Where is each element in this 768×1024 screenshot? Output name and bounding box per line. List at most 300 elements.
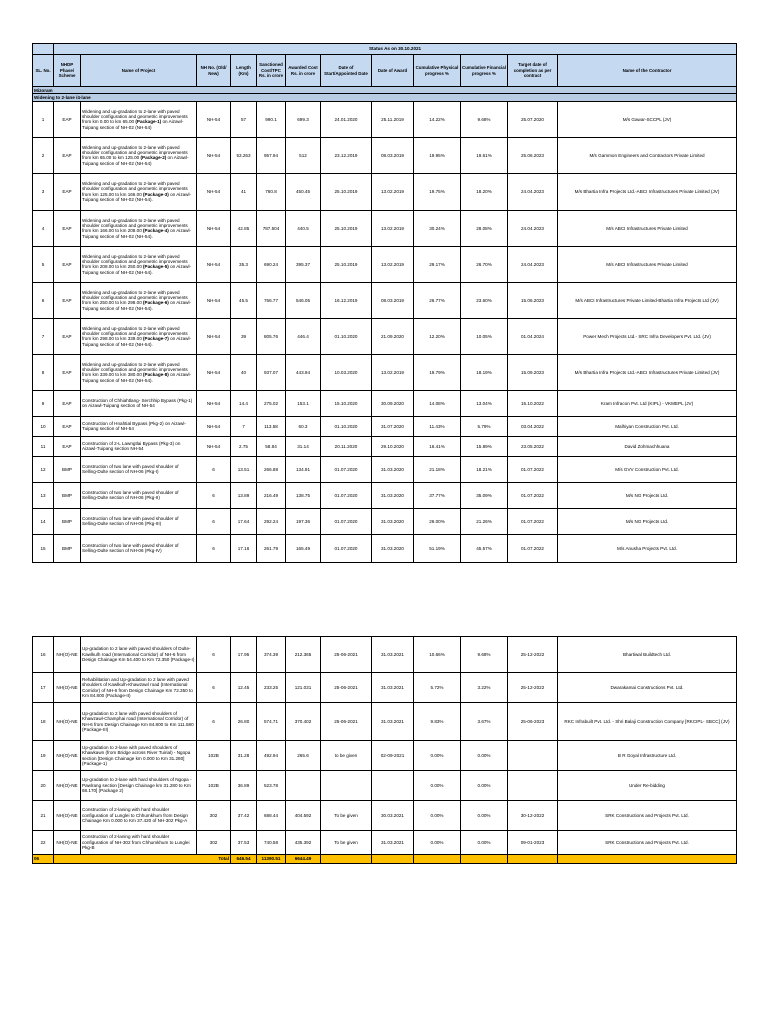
project-cell: Construction of two lane with paved shoulder of Selling-Dulte section of NH-06 (Pkg-I)	[81, 456, 197, 482]
awarded-cost-cell	[286, 771, 321, 801]
award-date-cell: 30.09.2020	[372, 390, 414, 416]
contractor-cell: M/s Bhartia Infra Projects Ltd.-ABCI Infrastructures Private Limited (JV)	[558, 173, 737, 210]
table-row	[33, 137, 737, 173]
start-date-cell: 24.01.2020	[321, 101, 372, 137]
start-date-cell: To be given	[321, 801, 372, 831]
length-cell: 2.75	[231, 436, 257, 456]
financial-progress-cell: 35.09%	[461, 482, 508, 508]
cost-cell: 216.49	[257, 482, 286, 508]
project-cell: Construction of two lane with paved shoulder of Selling-Dulte section of NH-06 (Pkg-II)	[81, 482, 197, 508]
table-row	[33, 831, 737, 855]
status-title: Status As on 30.10.2021	[54, 44, 737, 55]
project-cell: Widening and up-gradation to 2-lane with paved shoulder configuration and geometric improvements from km 208.00 to km 250.00 (Package-5) on Aizawl-Tuipang section of NH-02 (NH-54).	[81, 246, 197, 282]
scheme-cell: BMP	[54, 534, 81, 562]
project-cell: Widening and up-gradation to 2-lane with paved shoulder configuration and geometric improvements from km 125.00 to km 166.00 (Package-3) on Aizawl-Tuipang section of NH-02 (NH-54).	[81, 173, 197, 210]
scheme-cell: NH(O)-NE	[54, 801, 81, 831]
sl-cell: 7	[33, 318, 54, 354]
project-cell: Widening and up-gradation to 2-lane with paved shoulder configuration and geometric improvements from km 339.00 to km 380.00 (Package-8) on Aizawl-Tuipang section of NH-02 (NH-54).	[81, 354, 197, 390]
total-row	[33, 855, 737, 864]
nh-cell: NH-54	[197, 137, 231, 173]
award-date-cell: 31.03.2021	[372, 673, 414, 703]
awarded-cost-cell: 121.031	[286, 673, 321, 703]
physical-progress-cell: 21.18%	[414, 456, 461, 482]
nh-cell: NH-54	[197, 390, 231, 416]
length-cell: 13.89	[231, 482, 257, 508]
table-row	[33, 508, 737, 534]
contractor-cell: Power Mech Projects Ltd.- SRC Infra Developers Pvt. Ltd. (JV)	[558, 318, 737, 354]
table-row	[33, 534, 737, 562]
awarded-cost-cell: 197.36	[286, 508, 321, 534]
table-row	[33, 416, 737, 436]
sl-cell: 22	[33, 831, 54, 855]
contractor-cell: RKC Infrabuilt Pvt. Ltd. - Shri Balaji Construction Company [RKCIPL- SBCC] (JV)	[558, 703, 737, 741]
contractor-cell: M/s Gawar-SCCPL (JV)	[558, 101, 737, 137]
section-label: Widening to 2-lane /4-lane	[33, 94, 737, 101]
awarded-cost-cell: 450.45	[286, 173, 321, 210]
physical-progress-cell: 26.00%	[414, 508, 461, 534]
physical-progress-cell: 10.66%	[414, 637, 461, 673]
length-cell: 37.42	[231, 801, 257, 831]
start-date-cell: 01.07.2020	[321, 482, 372, 508]
target-date-cell: 23.05.2022	[508, 436, 558, 456]
sl-cell: 6	[33, 282, 54, 318]
award-date-cell: 29.10.2020	[372, 436, 414, 456]
sl-cell: 14	[33, 508, 54, 534]
financial-progress-cell: 28.08%	[461, 210, 508, 246]
total-label: Total	[54, 855, 231, 864]
physical-progress-cell: 5.72%	[414, 673, 461, 703]
package-label: (Package-3)	[143, 191, 169, 197]
project-cell: Rehabilitation and Up-gradation to 2 lane with paved shoulders of Kawlkulh-Khawzawl road (International Corridor) of NH-6 from Design Chainage Km 72.350 to Km 84.800 (Package-II)	[81, 673, 197, 703]
total-length: 646.54	[231, 855, 257, 864]
contractor-cell: M/s ABCI Infrastructures Private Limited	[558, 246, 737, 282]
target-date-cell: 25.07.2020	[508, 101, 558, 137]
target-date-cell: 24.04.2023	[508, 173, 558, 210]
cost-cell: 233.25	[257, 673, 286, 703]
package-label: (Package-2)	[140, 155, 167, 161]
scheme-cell: EAP	[54, 246, 81, 282]
total-awarded: 6644.49	[286, 855, 321, 864]
package-label: (Package-6)	[143, 300, 169, 306]
table-row	[33, 173, 737, 210]
scheme-cell: EAP	[54, 137, 81, 173]
contractor-cell: M/s Anusha Projects Pvt. Ltd.	[558, 534, 737, 562]
nh-cell: 6	[197, 456, 231, 482]
financial-progress-cell: 18.20%	[461, 173, 508, 210]
target-date-cell: 01.04.2024	[508, 318, 558, 354]
award-date-cell: 31.03.2020	[372, 482, 414, 508]
length-cell: 12.45	[231, 673, 257, 703]
table-row	[33, 637, 737, 673]
sl-cell: 2	[33, 137, 54, 173]
physical-progress-cell: 0.00%	[414, 831, 461, 855]
cost-cell: 113.58	[257, 416, 286, 436]
sl-cell: 3	[33, 173, 54, 210]
col-header-financial: Cumulative Financial progress %	[461, 55, 508, 87]
financial-progress-cell: 21.26%	[461, 508, 508, 534]
project-cell: Construction of Hnahtial Bypass (Pkg-2) on Aizawl-Tuipang section of NH-54	[81, 416, 197, 436]
start-date-cell	[321, 771, 372, 801]
project-cell: Up-gradation to 2 lane with paved shoulders of Dulte-Kawlkulh road (International Corridor) of NH-6 from Design Chainage Km 54.400 to Km 72.350 (Package-I)	[81, 637, 197, 673]
target-date-cell: 15.06.2023	[508, 282, 558, 318]
col-header-project: Name of Project	[81, 55, 197, 87]
sl-cell: 21	[33, 801, 54, 831]
nh-cell: NH-54	[197, 318, 231, 354]
cost-cell: 957.94	[257, 137, 286, 173]
sl-cell: 1	[33, 101, 54, 137]
start-date-cell: 25.10.2019	[321, 210, 372, 246]
sl-cell: 15	[33, 534, 54, 562]
nh-cell: 6	[197, 703, 231, 741]
financial-progress-cell: 19.61%	[461, 137, 508, 173]
target-date-cell	[508, 771, 558, 801]
award-date-cell: 31.03.2021	[372, 703, 414, 741]
length-cell: 53.263	[231, 137, 257, 173]
length-cell: 13.51	[231, 456, 257, 482]
physical-progress-cell: 9.83%	[414, 703, 461, 741]
award-date-cell: 21.09.2020	[372, 318, 414, 354]
nh-cell: NH-54	[197, 246, 231, 282]
scheme-cell: EAP	[54, 101, 81, 137]
scheme-cell: EAP	[54, 354, 81, 390]
financial-progress-cell: 9.68%	[461, 637, 508, 673]
start-date-cell: To be given	[321, 831, 372, 855]
target-date-cell: 15.09.2023	[508, 354, 558, 390]
award-date-cell: 31.03.2021	[372, 831, 414, 855]
awarded-cost-cell: 699.3	[286, 101, 321, 137]
cost-cell: 937.07	[257, 354, 286, 390]
contractor-cell: M/s ABCI Infrastructures Private Limited	[558, 210, 737, 246]
financial-progress-cell: 5.79%	[461, 416, 508, 436]
sl-cell: 13	[33, 482, 54, 508]
award-date-cell: 31.03.2020	[372, 456, 414, 482]
financial-progress-cell: 0.00%	[461, 741, 508, 771]
table-row	[33, 673, 737, 703]
sl-cell: 19	[33, 741, 54, 771]
length-cell: 57	[231, 101, 257, 137]
project-cell: Up-gradation to 2 lane with paved shoulders of Khawzawl-Champhai road (International Corridor) of NH-6 from Design Chainage Km 84.800 to Km 111.580 (Package-III)	[81, 703, 197, 741]
physical-progress-cell: 14.22%	[414, 101, 461, 137]
cost-cell: 740.58	[257, 831, 286, 855]
nh-cell: NH-54	[197, 173, 231, 210]
table-row	[33, 436, 737, 456]
target-date-cell: 25-12-2022	[508, 637, 558, 673]
cost-cell: 760.8	[257, 173, 286, 210]
project-cell: Construction of two lane with paved shoulder of Selling-Dulte section of NH-06 (Pkg-IV)	[81, 534, 197, 562]
col-header-physical: Cumulative Physical progress %	[414, 55, 461, 87]
start-date-cell: 10.03.2020	[321, 354, 372, 390]
length-cell: 35.3	[231, 246, 257, 282]
table-row	[33, 318, 737, 354]
physical-progress-cell: 19.79%	[414, 354, 461, 390]
cost-cell: 990.1	[257, 101, 286, 137]
start-date-cell: 20.11.2020	[321, 436, 372, 456]
scheme-cell: EAP	[54, 318, 81, 354]
project-cell: Widening and up-gradation to 2-lane with paved shoulder configuration and geometric improvements from km 250.00 to km 298.00 (Package-6) on Aizawl-Tuipang section of NH-02 (NH-54).	[81, 282, 197, 318]
sl-cell: 12	[33, 456, 54, 482]
sl-cell: 16	[33, 637, 54, 673]
project-cell: Widening and up-gradation to 2-lane with paved shoulder configuration and geometric improvements from km 0.00 to km 65.00 (Package-1) on Aizawl-Tuipang section of NH-02 (NH-54)	[81, 101, 197, 137]
financial-progress-cell: 23.60%	[461, 282, 508, 318]
financial-progress-cell: 3.22%	[461, 673, 508, 703]
cost-cell: 688.44	[257, 801, 286, 831]
length-cell: 37.53	[231, 831, 257, 855]
physical-progress-cell: 51.19%	[414, 534, 461, 562]
nh-cell: 102B	[197, 741, 231, 771]
sl-cell: 4	[33, 210, 54, 246]
cost-cell: 261.79	[257, 534, 286, 562]
target-date-cell: 01.07.2022	[508, 534, 558, 562]
scheme-cell: EAP	[54, 436, 81, 456]
package-label: (Package-1)	[135, 119, 162, 125]
financial-progress-cell: 26.70%	[461, 246, 508, 282]
physical-progress-cell: 14.08%	[414, 390, 461, 416]
sl-cell: 11	[33, 436, 54, 456]
contractor-cell: M/s ABCI Infrastructures Private Limited-Bhartia Infra Projects Ltd (JV)	[558, 282, 737, 318]
awarded-cost-cell: 138.75	[286, 482, 321, 508]
physical-progress-cell: 12.20%	[414, 318, 461, 354]
length-cell: 31.28	[231, 741, 257, 771]
length-cell: 17.16	[231, 534, 257, 562]
award-date-cell: 30.03.2021	[372, 801, 414, 831]
nh-cell: 102B	[197, 771, 231, 801]
length-cell: 7	[231, 416, 257, 436]
state-label: Mizoram	[33, 87, 737, 94]
sl-cell: 20	[33, 771, 54, 801]
target-date-cell: 15.10.2022	[508, 390, 558, 416]
target-date-cell: 01.07.2022	[508, 482, 558, 508]
nh-cell: 6	[197, 508, 231, 534]
awarded-cost-cell: 435.392	[286, 831, 321, 855]
award-date-cell: 31.07.2020	[372, 416, 414, 436]
award-date-cell: 08.03.2019	[372, 282, 414, 318]
contractor-cell: SRK Constructions and Projects Pvt. Ltd.	[558, 801, 737, 831]
length-cell: 17.64	[231, 508, 257, 534]
project-cell: Up-gradation to 2-lane with hard shoulders of Ngopa - Pawlrang section [Design Chainage km 31.280 to Km 68.170] (Package 2)	[81, 771, 197, 801]
cost-cell: 523.78	[257, 771, 286, 801]
target-date-cell: 01.07.2022	[508, 508, 558, 534]
award-date-cell: 08.03.2019	[372, 137, 414, 173]
nh-cell: NH-54	[197, 354, 231, 390]
contractor-cell: M/s GVV Construction Pvt. Ltd.	[558, 456, 737, 482]
project-cell: Construction of two lane with paved shoulder of Selling-Dulte section of NH-06 (Pkg-III)	[81, 508, 197, 534]
financial-progress-cell: 0.00%	[461, 771, 508, 801]
cost-cell: 58.84	[257, 436, 286, 456]
sl-cell: 8	[33, 354, 54, 390]
award-date-cell: 31.03.2020	[372, 534, 414, 562]
scheme-cell: EAP	[54, 416, 81, 436]
length-cell: 36.89	[231, 771, 257, 801]
col-header-award: Date of Award	[372, 55, 414, 87]
scheme-cell: EAP	[54, 173, 81, 210]
awarded-cost-cell: 546.05	[286, 282, 321, 318]
scheme-cell: NH(O)-NE	[54, 831, 81, 855]
awarded-cost-cell: 134.91	[286, 456, 321, 482]
start-date-cell: 01.07.2020	[321, 456, 372, 482]
cost-cell: 787.504	[257, 210, 286, 246]
nh-cell: 6	[197, 534, 231, 562]
start-date-cell: 25.10.2019	[321, 246, 372, 282]
physical-progress-cell: 19.95%	[414, 137, 461, 173]
table-row	[33, 246, 737, 282]
awarded-cost-cell: 446.4	[286, 318, 321, 354]
col-header-start: Date of Start/Appointed Date	[321, 55, 372, 87]
award-date-cell	[372, 771, 414, 801]
col-header-cost: Sanctioned Cost/TPC Rs. in crore	[257, 55, 286, 87]
awarded-cost-cell: 212.365	[286, 637, 321, 673]
award-date-cell: 13.02.2019	[372, 173, 414, 210]
awarded-cost-cell: 31.14	[286, 436, 321, 456]
physical-progress-cell: 0.00%	[414, 801, 461, 831]
financial-progress-cell: 15.89%	[461, 436, 508, 456]
financial-progress-cell: 13.04%	[461, 390, 508, 416]
scheme-cell: EAP	[54, 210, 81, 246]
contractor-cell: SRK Constructions and Projects Pvt. Ltd.	[558, 831, 737, 855]
scheme-cell: NH(O)-NE	[54, 771, 81, 801]
header-row	[33, 55, 737, 87]
contractor-cell: M/s NG Projects Ltd.	[558, 508, 737, 534]
status-table-continued	[32, 636, 737, 864]
financial-progress-cell: 0.00%	[461, 831, 508, 855]
nh-cell: NH-54	[197, 282, 231, 318]
nh-cell: NH-54	[197, 101, 231, 137]
length-cell: 39	[231, 318, 257, 354]
award-date-cell: 31.03.2021	[372, 637, 414, 673]
awarded-cost-cell: 443.94	[286, 354, 321, 390]
length-cell: 42.85	[231, 210, 257, 246]
col-header-sl: SL. No.	[33, 55, 54, 87]
physical-progress-cell: 19.75%	[414, 173, 461, 210]
cost-cell: 266.88	[257, 456, 286, 482]
financial-progress-cell: 0.00%	[461, 801, 508, 831]
financial-progress-cell: 3.67%	[461, 703, 508, 741]
award-date-cell: 13.02.2019	[372, 246, 414, 282]
scheme-cell: EAP	[54, 390, 81, 416]
scheme-cell: BMP	[54, 456, 81, 482]
length-cell: 40	[231, 354, 257, 390]
target-date-cell: 25-06-2023	[508, 703, 558, 741]
awarded-cost-cell: 440.5	[286, 210, 321, 246]
scheme-cell: NH(O)-NE	[54, 673, 81, 703]
project-cell: Widening and up-gradation to 2-lane with paved shoulder configuration and geometric improvements from km 65.00 to km 125.00 (Package-2) on Aizawl-Tuipang section of NH-02 (NH-54)	[81, 137, 197, 173]
start-date-cell: 16.12.2019	[321, 282, 372, 318]
cost-cell: 374.39	[257, 637, 286, 673]
col-header-target: Target date of completion as per contract	[508, 55, 558, 87]
table-row	[33, 456, 737, 482]
sl-cell: 10	[33, 416, 54, 436]
length-cell: 17.95	[231, 637, 257, 673]
contractor-cell: David Zohmachhuana	[558, 436, 737, 456]
target-date-cell: 25-12-2022	[508, 673, 558, 703]
package-label: (Package-5)	[143, 264, 169, 270]
start-date-cell: 01.10.2020	[321, 416, 372, 436]
physical-progress-cell: 0.00%	[414, 771, 461, 801]
physical-progress-cell: 37.77%	[414, 482, 461, 508]
start-date-cell: 01.07.2020	[321, 508, 372, 534]
table-row	[33, 282, 737, 318]
awarded-cost-cell: 395.37	[286, 246, 321, 282]
start-date-cell: 01.07.2020	[321, 534, 372, 562]
col-header-nh: NH No. (Old/ New)	[197, 55, 231, 87]
contractor-cell: Kram Infracon Pvt. Ltd (KIPL) - VKMEPL (JV)	[558, 390, 737, 416]
total-sl: 06	[33, 855, 54, 864]
financial-progress-cell: 18.19%	[461, 354, 508, 390]
scheme-cell: BMP	[54, 508, 81, 534]
awarded-cost-cell: 60.3	[286, 416, 321, 436]
scheme-cell: EAP	[54, 282, 81, 318]
table-row	[33, 390, 737, 416]
table-row	[33, 801, 737, 831]
target-date-cell: 24.04.2023	[508, 210, 558, 246]
target-date-cell: 01.07.2022	[508, 456, 558, 482]
scheme-cell: NH(O)-NE	[54, 741, 81, 771]
target-date-cell: 03.04.2022	[508, 416, 558, 436]
project-cell: Construction of 2-L Lawngtlai Bypass (Pkg-3) on Aizawl-Tuipang section NH-54	[81, 436, 197, 456]
awarded-cost-cell: 512	[286, 137, 321, 173]
cost-cell: 292.24	[257, 508, 286, 534]
length-cell: 26.80	[231, 703, 257, 741]
award-date-cell: 31.03.2020	[372, 508, 414, 534]
physical-progress-cell: 26.77%	[414, 282, 461, 318]
cost-cell: 766.77	[257, 282, 286, 318]
nh-cell: NH-54	[197, 210, 231, 246]
physical-progress-cell: 29.17%	[414, 246, 461, 282]
package-label: (Package-4)	[143, 228, 169, 234]
table-row	[33, 354, 737, 390]
contractor-cell: B R Goyal Infrastructure Ltd.	[558, 741, 737, 771]
sl-cell: 18	[33, 703, 54, 741]
target-date-cell	[508, 741, 558, 771]
col-header-awarded: Awarded Cost Rs. in crore	[286, 55, 321, 87]
status-table-main	[32, 43, 737, 563]
project-cell: Up-gradation to 2-lane with paved shoulders of Khawkawn (from Bridge across River Tuirial) - Ngopa section [Design Chainage km 0.000 to Km 31.280] (Package-1)	[81, 741, 197, 771]
physical-progress-cell: 11.43%	[414, 416, 461, 436]
contractor-cell: M/s Bhartia Infra Projects Ltd.-ABCI Infrastructures Private Limited (JV)	[558, 354, 737, 390]
table-row	[33, 101, 737, 137]
length-cell: 45.5	[231, 282, 257, 318]
nh-cell: NH-54	[197, 416, 231, 436]
start-date-cell: 25.10.2019	[321, 173, 372, 210]
length-cell: 41	[231, 173, 257, 210]
table-row	[33, 771, 737, 801]
contractor-cell: M/s NG Projects Ltd.	[558, 482, 737, 508]
project-cell: Widening and up-gradation to 2-lane with paved shoulder configuration and geometric improvements from km 166.00 to km 208.00 (Package-4) on Aizawl-Tuipang section of NH-02 (NH-54).	[81, 210, 197, 246]
cost-cell: 690.24	[257, 246, 286, 282]
sl-cell: 17	[33, 673, 54, 703]
total-cost: 11390.51	[257, 855, 286, 864]
financial-progress-cell: 10.05%	[461, 318, 508, 354]
financial-progress-cell: 18.21%	[461, 456, 508, 482]
start-date-cell: 25-06-2021	[321, 703, 372, 741]
cost-cell: 805.76	[257, 318, 286, 354]
col-header-length: Length (Km)	[231, 55, 257, 87]
award-date-cell: 25.11.2019	[372, 101, 414, 137]
start-date-cell: 01.10.2020	[321, 318, 372, 354]
start-date-cell: 23.12.2019	[321, 137, 372, 173]
award-date-cell: 02-09-2021	[372, 741, 414, 771]
start-date-cell: to be given	[321, 741, 372, 771]
awarded-cost-cell: 404.592	[286, 801, 321, 831]
col-header-contractor: Name of the Contractor	[558, 55, 737, 87]
physical-progress-cell: 30.24%	[414, 210, 461, 246]
contractor-cell: Malhiyan Construction Pvt. Ltd.	[558, 416, 737, 436]
contractor-cell: Bhartiwal Buildtech Ltd.	[558, 637, 737, 673]
award-date-cell: 13.02.2019	[372, 354, 414, 390]
awarded-cost-cell: 370.402	[286, 703, 321, 741]
target-date-cell: 25.06.2023	[508, 137, 558, 173]
length-cell: 14.4	[231, 390, 257, 416]
nh-cell: 6	[197, 637, 231, 673]
